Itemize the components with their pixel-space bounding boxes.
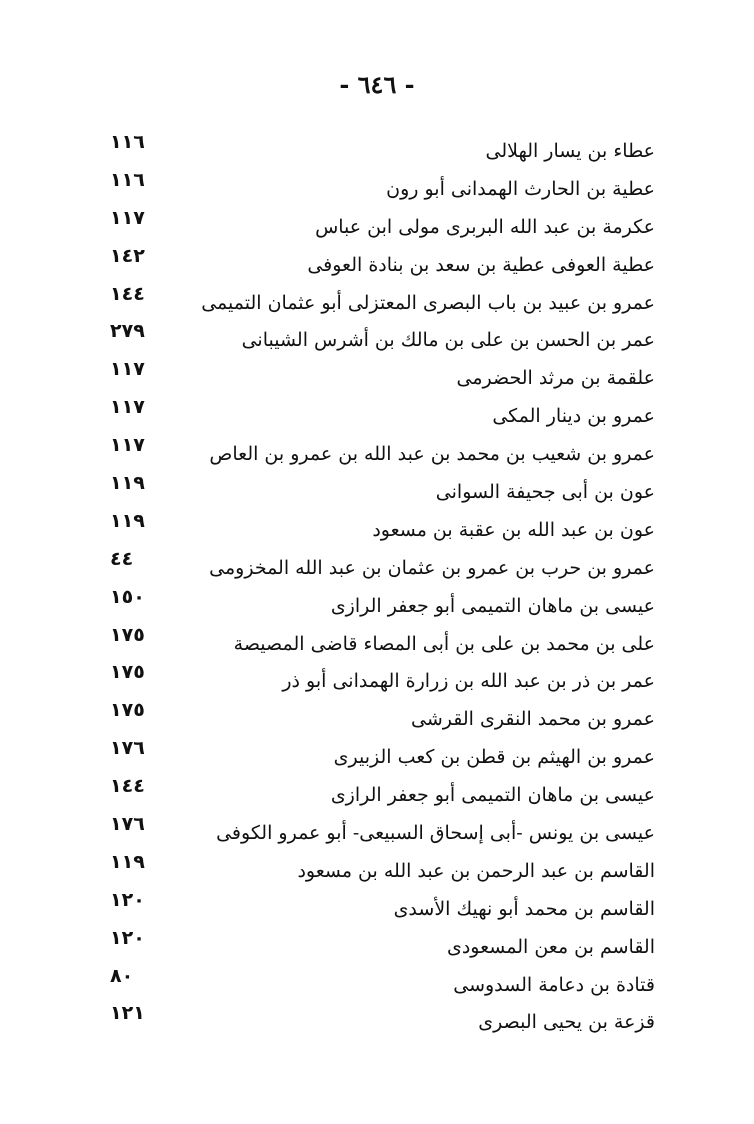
index-row: [110, 395, 655, 433]
entry-name: عكرمة بن عبد الله البربرى مولى ابن عباس: [315, 215, 655, 238]
entry-name: عيسى بن ماهان التميمى أبو جعفر الرازى: [330, 594, 655, 617]
index-row: [110, 433, 655, 471]
entry-page-number: ١٧٥: [110, 661, 145, 684]
entry-page-number: ١٥٠: [110, 585, 145, 608]
entry-name: عمرو بن الهيثم بن قطن بن كعب الزبيرى: [333, 746, 655, 769]
index-row: [110, 812, 655, 850]
page-number: - ٦٤٦ -: [339, 70, 415, 99]
entry-name: عمرو بن عبيد بن باب البصرى المعتزلى أبو عثمان التميمى: [201, 291, 655, 314]
entry-name: عمر بن ذر بن عبد الله بن زرارة الهمدانى أبو ذر: [282, 670, 655, 693]
entry-name: القاسم بن معن المسعودى: [446, 935, 655, 958]
index-row: [110, 888, 655, 926]
entry-page-number: ١١٩: [110, 509, 145, 532]
entry-name: علقمة بن مرثد الحضرمى: [456, 367, 655, 390]
index-row: [110, 964, 655, 1002]
entry-name: عطية بن الحارث الهمدانى أبو رون: [386, 177, 655, 200]
entry-name: عون بن أبى جحيفة السوانى: [435, 481, 655, 504]
entry-page-number: ١٧٥: [110, 699, 145, 722]
entry-page-number: ١٧٦: [110, 737, 145, 760]
entry-name: القاسم بن محمد أبو نهيك الأسدى: [393, 897, 655, 920]
entry-page-number: ١٢٠: [110, 926, 145, 949]
entry-page-number: ١٧٦: [110, 813, 145, 836]
entry-page-number: ٤٤: [110, 547, 134, 570]
entry-name: عطية العوفى عطية بن سعد بن بنادة العوفى: [307, 253, 655, 276]
entry-name: عمرو بن محمد النقرى القرشى: [411, 708, 655, 731]
index-row: [110, 168, 655, 206]
entry-name: عمرو بن حرب بن عمرو بن عثمان بن عبد الله المخزومى: [209, 556, 655, 579]
entry-page-number: ١١٧: [110, 434, 145, 457]
entry-page-number: ١١٧: [110, 358, 145, 381]
entry-page-number: ١١٧: [110, 206, 145, 229]
index-row: [110, 698, 655, 736]
entry-page-number: ١١٧: [110, 396, 145, 419]
entry-name: عمرو بن شعيب بن محمد بن عبد الله بن عمرو بن العاص: [209, 443, 655, 466]
index-row: [110, 736, 655, 774]
index-row: [110, 471, 655, 509]
index-row: [110, 547, 655, 585]
entry-name: عون بن عبد الله بن عقبة بن مسعود: [372, 518, 655, 541]
index-row: [110, 774, 655, 812]
index-row: [110, 509, 655, 547]
index-row: [110, 623, 655, 661]
index-row: [110, 850, 655, 888]
index-row: [110, 130, 655, 168]
entry-page-number: ٢٧٩: [110, 320, 145, 343]
index-row: [110, 585, 655, 623]
entry-name: عمرو بن دينار المكى: [492, 405, 655, 428]
index-row: [110, 1001, 655, 1039]
entry-page-number: ٨٠: [110, 964, 134, 987]
entry-name: قزعة بن يحيى البصرى: [478, 1011, 655, 1034]
entry-page-number: ١٢٠: [110, 888, 145, 911]
entry-page-number: ١٤٤: [110, 282, 145, 305]
entry-name: القاسم بن عبد الرحمن بن عبد الله بن مسعود: [297, 859, 655, 882]
entry-page-number: ١١٦: [110, 131, 145, 153]
index-row: [110, 206, 655, 244]
index-row: [110, 357, 655, 395]
entry-page-number: ١٤٤: [110, 775, 145, 798]
entry-page-number: ١١٦: [110, 168, 145, 191]
entry-name: عيسى بن ماهان التميمى أبو جعفر الرازى: [330, 784, 655, 807]
entry-name: عمر بن الحسن بن على بن مالك بن أشرس الشيبانى: [241, 329, 655, 352]
index-row: [110, 926, 655, 964]
entry-page-number: ١٢١: [110, 1002, 145, 1025]
entry-name: عيسى بن يونس -أبى إسحاق السبيعى- أبو عمرو الكوفى: [216, 822, 655, 845]
index-row: [110, 244, 655, 282]
entry-page-number: ١٧٥: [110, 623, 145, 646]
entry-name: قتادة بن دعامة السدوسى: [453, 973, 655, 996]
index-row: [110, 282, 655, 320]
entry-name: على بن محمد بن على بن أبى المصاء قاضى المصيصة: [233, 632, 655, 655]
entry-page-number: ١١٩: [110, 472, 145, 495]
entry-page-number: ١٤٢: [110, 244, 145, 267]
entry-name: عطاء بن يسار الهلالى: [485, 140, 655, 162]
index-list: [110, 130, 655, 1039]
index-row: [110, 319, 655, 357]
index-row: [110, 660, 655, 698]
entry-page-number: ١١٩: [110, 850, 145, 873]
